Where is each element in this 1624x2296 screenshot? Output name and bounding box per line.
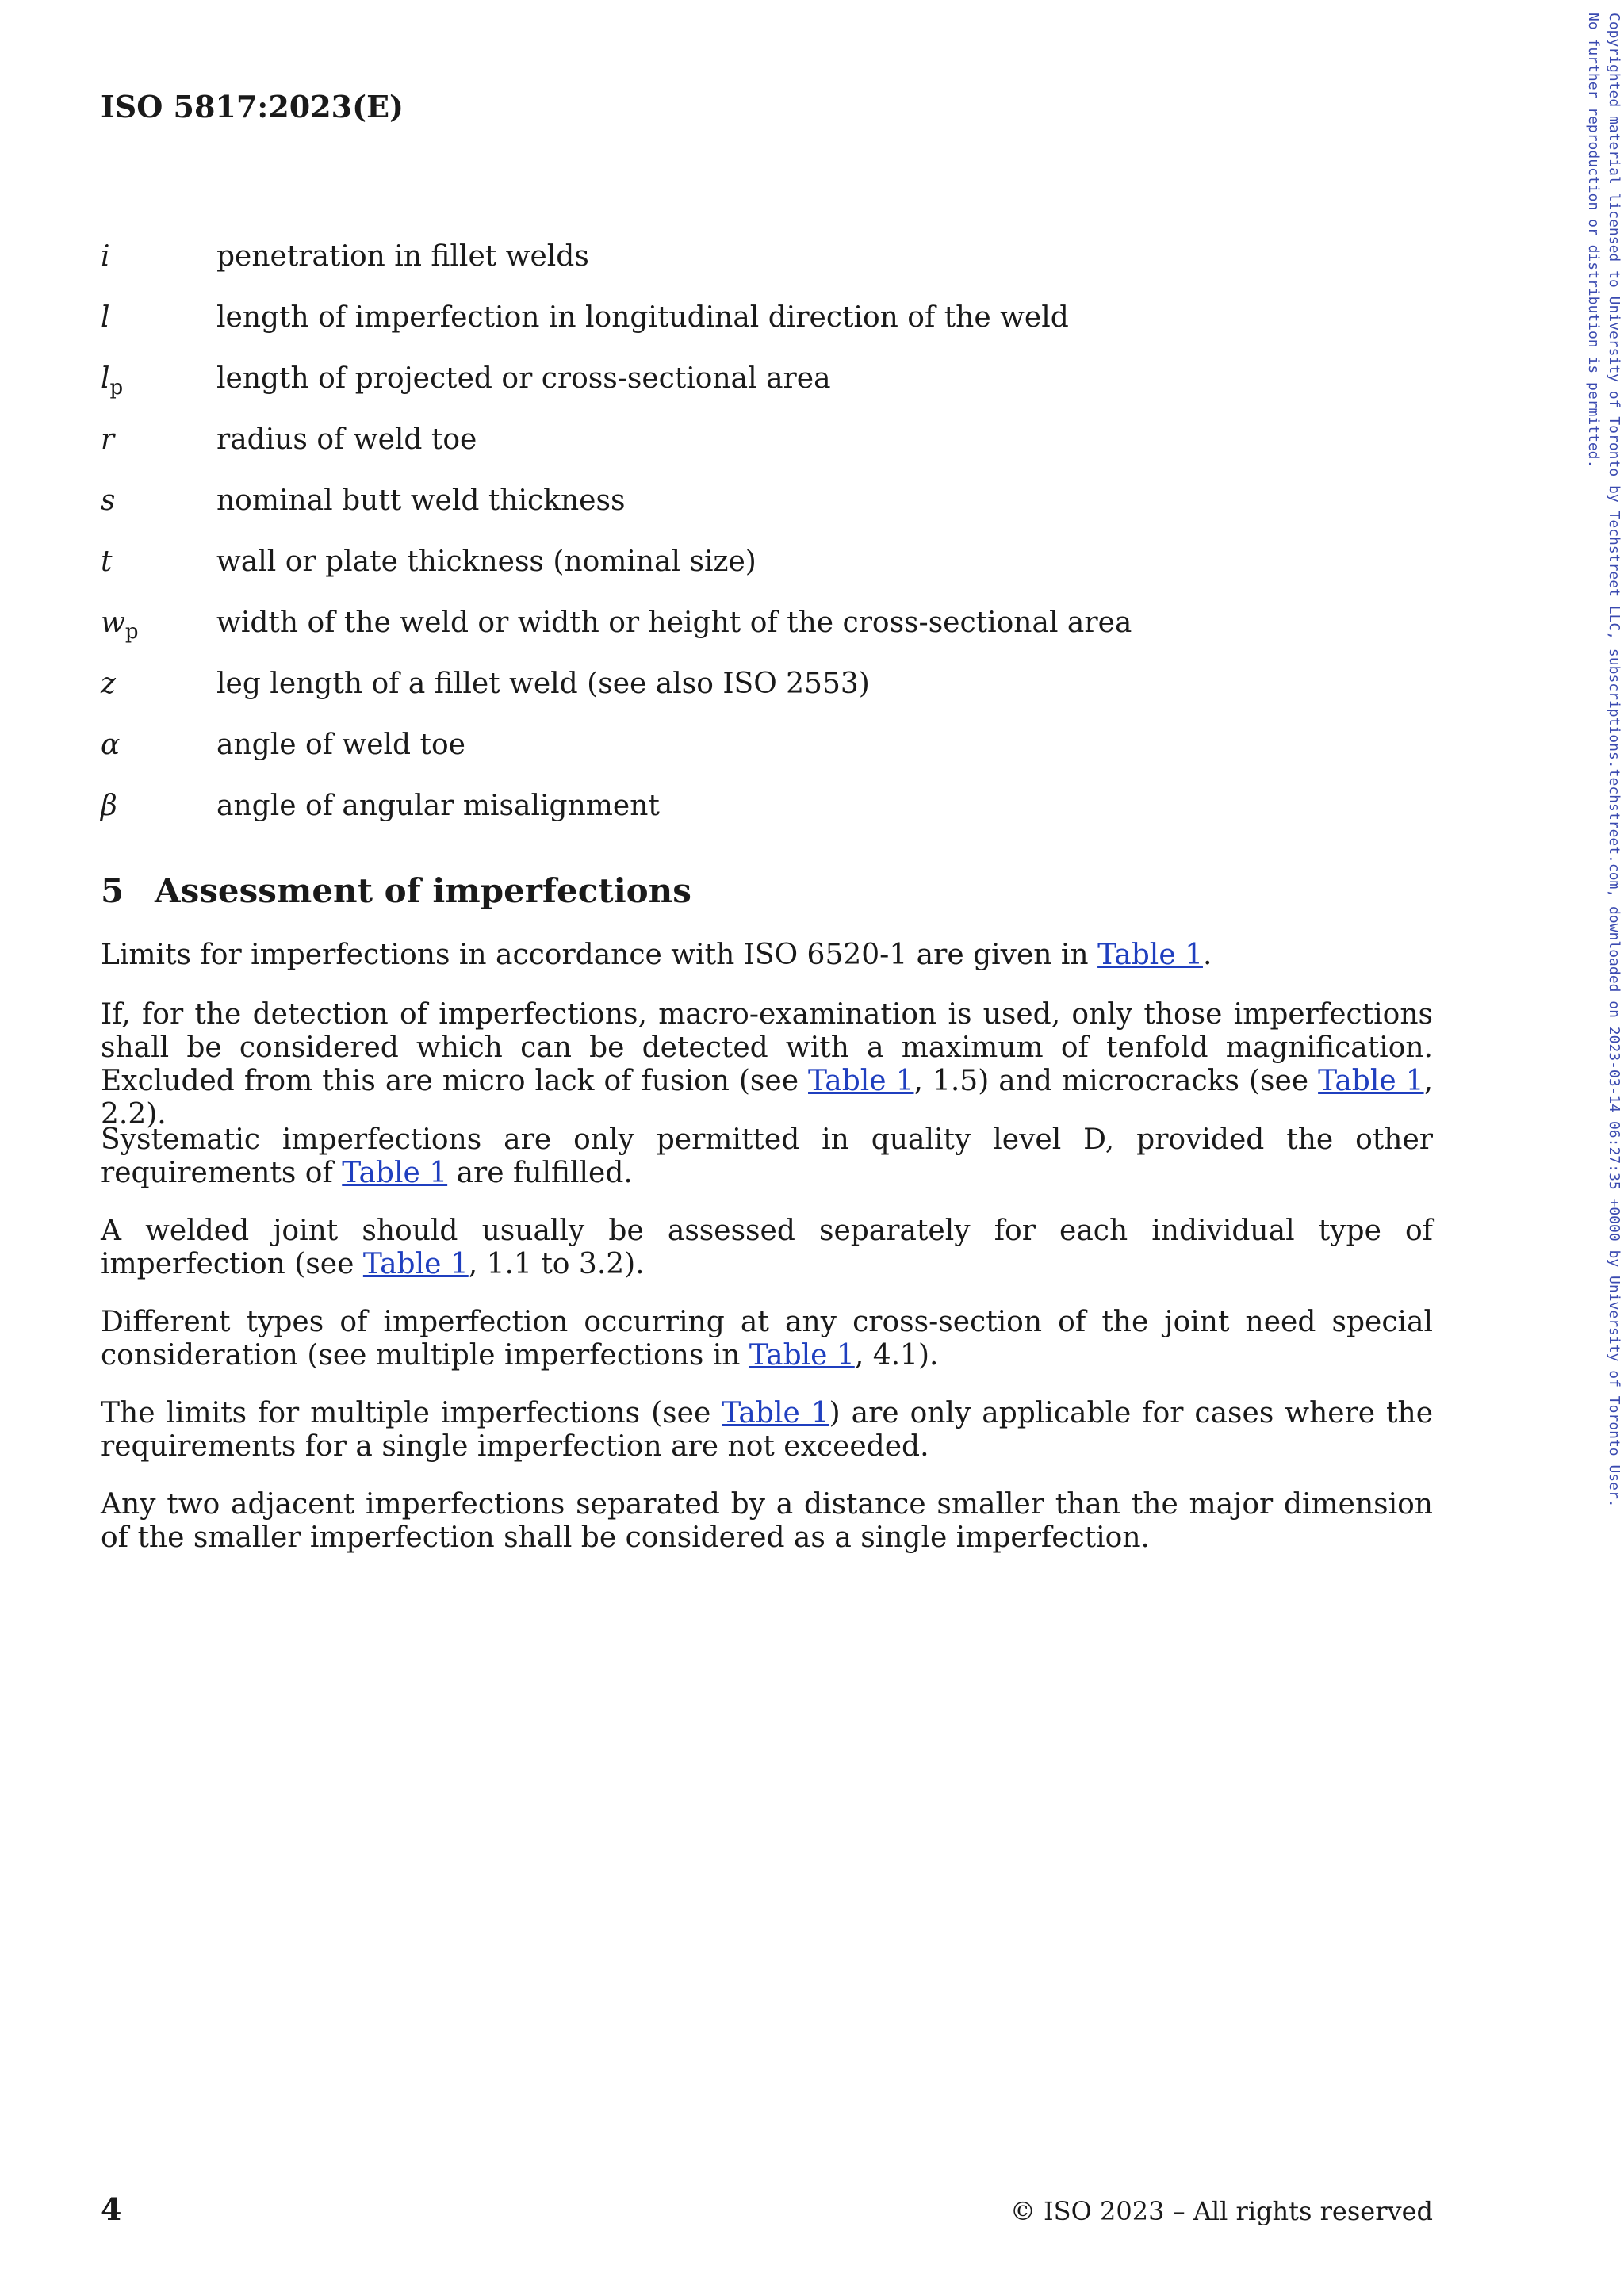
paragraph: Limits for imperfections in accordance with ISO 6520-1 are given in Table 1.: [101, 939, 1212, 971]
symbol-description: length of imperfection in longitudinal direction of the weld: [216, 301, 1069, 334]
symbol: l: [101, 301, 110, 334]
table-1-link[interactable]: Table 1: [1318, 1065, 1424, 1097]
paragraph: If, for the detection of imperfections, macro-examination is used, only those imperfections shall be considered which can be detected with a maximum of tenfold magnification. Excluded from this are micro lack of fusion (see Table 1, 1.5) and microcracks (see Table 1, 2.2).: [101, 998, 1434, 1131]
paragraph: The limits for multiple imperfections (see Table 1) are only applicable for cases where the requirements for a single imperfection are not exceeded.: [101, 1397, 1433, 1463]
table-1-link[interactable]: Table 1: [362, 1248, 469, 1280]
page-header: ISO 5817:2023(E): [101, 89, 404, 124]
watermark-line: Copyrighted material licensed to University of Toronto by Techstreet LLC, subscriptions.techstreet.com, downloaded on 2023-03-14 06:27:35 +0000 by University of Toronto User.: [1606, 13, 1622, 1508]
section-title: Assessment of imperfections: [155, 871, 691, 910]
symbol: s: [101, 484, 116, 517]
symbol-row: [101, 787, 1449, 835]
symbol-description: penetration in fillet welds: [216, 240, 589, 273]
table-1-link[interactable]: Table 1: [1097, 939, 1203, 971]
section-heading: [101, 869, 691, 913]
watermark-line: No further reproduction or distribution is permitted.: [1585, 13, 1602, 469]
symbol: t: [101, 545, 113, 578]
symbol-row: [101, 665, 1449, 713]
symbol-row: [101, 543, 1449, 591]
symbol: α: [101, 729, 121, 761]
symbol-description: wall or plate thickness (nominal size): [216, 545, 756, 578]
paragraph: Systematic imperfections are only permitted in quality level D, provided the other requirements of Table 1 are fulfilled.: [101, 1123, 1433, 1189]
symbol-row: [101, 726, 1449, 774]
symbol-row: [101, 421, 1449, 469]
symbol-row: [101, 604, 1449, 652]
symbol: r: [101, 423, 115, 456]
symbol-row: [101, 360, 1449, 408]
symbol: $w_p$: [101, 607, 139, 644]
symbol: β: [101, 790, 117, 822]
license-watermark: [1583, 13, 1624, 1508]
symbol-description: nominal butt weld thickness: [216, 484, 626, 517]
symbol: i: [101, 240, 110, 273]
symbol-description: leg length of a fillet weld (see also ISO 2553): [216, 668, 870, 700]
paragraph: A welded joint should usually be assessed separately for each individual type of imperfection (see Table 1, 1.1 to 3.2).: [101, 1215, 1433, 1280]
symbol: z: [101, 668, 116, 700]
symbol-description: length of projected or cross-sectional area: [216, 362, 831, 395]
copyright-notice: © ISO 2023 – All rights reserved: [1009, 2196, 1433, 2226]
symbol-description: angle of weld toe: [216, 729, 465, 761]
symbol-row: [101, 299, 1449, 346]
table-1-link[interactable]: Table 1: [808, 1065, 914, 1097]
symbol-description: radius of weld toe: [216, 423, 477, 456]
table-1-link[interactable]: Table 1: [722, 1397, 829, 1429]
symbol-row: [101, 238, 1449, 285]
table-1-link[interactable]: Table 1: [342, 1157, 448, 1189]
page-number: 4: [101, 2191, 122, 2227]
symbol-description: angle of angular misalignment: [216, 790, 660, 822]
symbol-row: [101, 482, 1449, 530]
section-number: 5: [101, 871, 124, 910]
table-1-link[interactable]: Table 1: [749, 1339, 855, 1372]
symbol-description: width of the weld or width or height of the cross-sectional area: [216, 607, 1132, 639]
paragraph: Any two adjacent imperfections separated by a distance smaller than the major dimension of the smaller imperfection shall be considered as a single imperfection.: [101, 1488, 1433, 1554]
symbol: $l_p$: [101, 362, 124, 400]
paragraph: Different types of imperfection occurring at any cross-section of the joint need special consideration (see multiple imperfections in Table 1, 4.1).: [101, 1306, 1433, 1372]
